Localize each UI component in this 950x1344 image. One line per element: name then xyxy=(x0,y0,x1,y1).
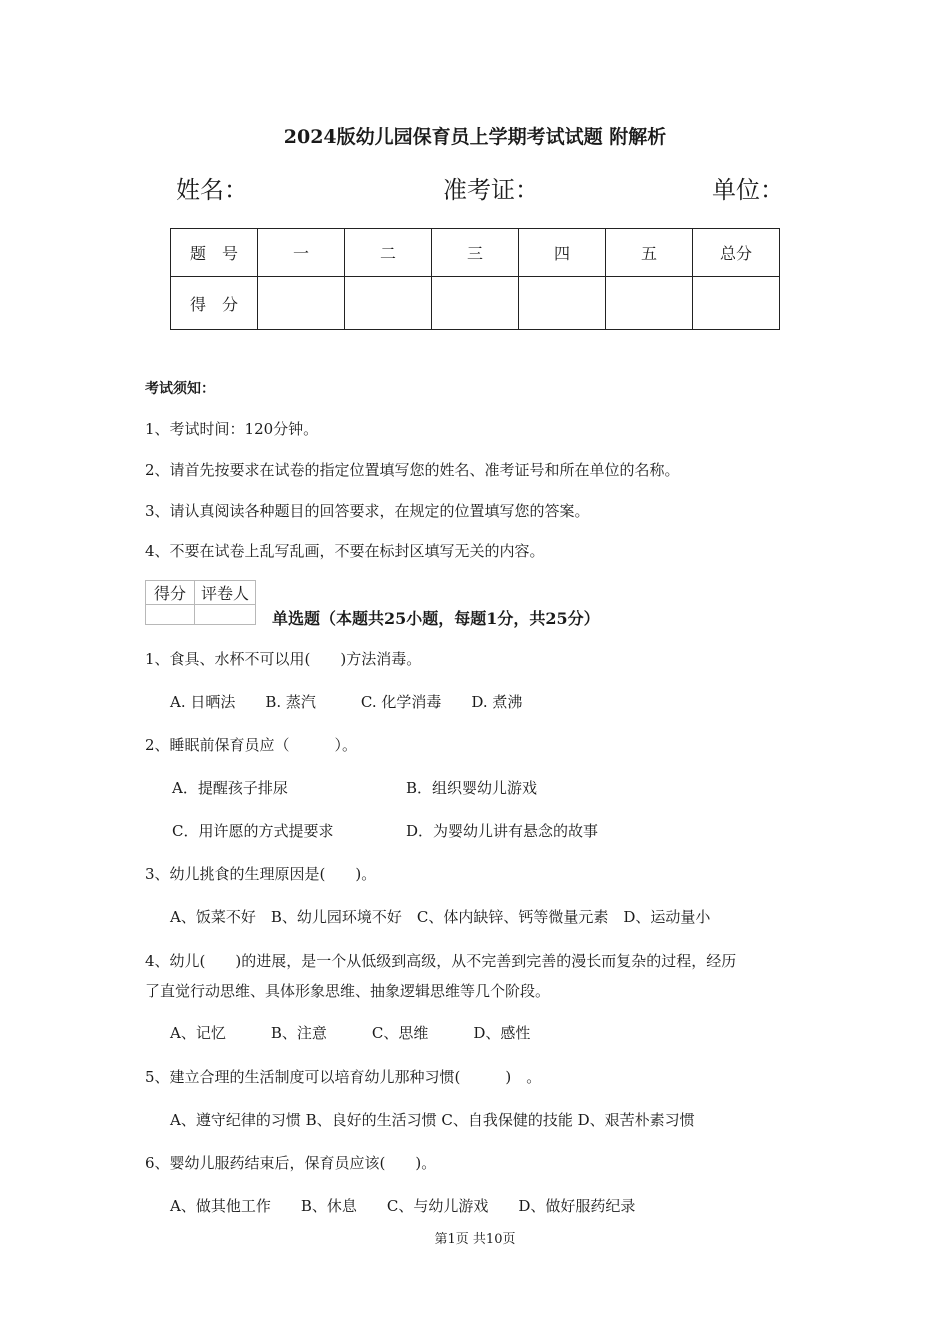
score-input-cell[interactable] xyxy=(693,277,780,330)
score-cell: 一 xyxy=(258,229,345,277)
page-title: 2024版幼儿园保育员上学期考试试题 附解析 xyxy=(283,126,667,148)
score-cell: 总分 xyxy=(693,229,780,277)
option-c: C．用许愿的方式提要求 xyxy=(172,822,334,840)
question-stem: 4、幼儿( )的进展，是一个从低级到高级，从不完善到完善的漫长而复杂的过程，经历 xyxy=(145,952,737,970)
question-options: A、做其他工作 B、休息 C、与幼儿游戏 D、做好服药纪录 xyxy=(170,1197,636,1215)
question-stem: 5、建立合理的生活制度可以培育幼儿那种习惯( ) 。 xyxy=(145,1068,542,1086)
page-footer: 第1页 共10页 xyxy=(434,1232,516,1247)
ticket-label: 准考证： xyxy=(443,176,539,204)
score-input-cell[interactable] xyxy=(258,277,345,330)
score-input-cell[interactable] xyxy=(432,277,519,330)
score-table-score-row xyxy=(171,277,780,330)
question-stem: 6、婴幼儿服药结束后，保育员应该( )。 xyxy=(145,1154,437,1172)
option-a: A．提醒孩子排尿 xyxy=(172,779,288,797)
notice-item: 1、考试时间：120分钟。 xyxy=(145,420,319,438)
score-input-cell[interactable] xyxy=(345,277,432,330)
question-options: A、饭菜不好 B、幼儿园环境不好 C、体内缺锌、钙等微量元素 D、运动量小 xyxy=(170,908,711,926)
grader-score-label: 得分 xyxy=(146,581,195,605)
score-table xyxy=(170,228,780,330)
score-cell: 四 xyxy=(519,229,606,277)
score-row-label: 得 分 xyxy=(171,277,258,330)
notice-item: 4、不要在试卷上乱写乱画，不要在标封区填写无关的内容。 xyxy=(145,542,545,560)
grader-name-cell[interactable] xyxy=(195,605,256,625)
notice-title: 考试须知： xyxy=(145,381,215,397)
score-cell: 二 xyxy=(345,229,432,277)
question-options: A、记忆 B、注意 C、思维 D、感性 xyxy=(170,1024,531,1042)
score-cell: 题 号 xyxy=(171,229,258,277)
grader-score-cell[interactable] xyxy=(146,605,195,625)
notice-item: 2、请首先按要求在试卷的指定位置填写您的姓名、准考证号和所在单位的名称。 xyxy=(145,461,680,479)
question-options: A、遵守纪律的习惯 B、良好的生活习惯 C、自我保健的技能 D、艰苦朴素习惯 xyxy=(170,1111,695,1129)
section-title: 单选题（本题共25小题，每题1分，共25分） xyxy=(272,609,600,628)
score-cell: 五 xyxy=(606,229,693,277)
score-input-cell[interactable] xyxy=(606,277,693,330)
score-cell: 三 xyxy=(432,229,519,277)
score-table-header-row xyxy=(171,229,780,277)
question-options: A. 日晒法 B. 蒸汽 C. 化学消毒 D. 煮沸 xyxy=(170,693,523,711)
score-input-cell[interactable] xyxy=(519,277,606,330)
option-d: D．为婴幼儿讲有悬念的故事 xyxy=(406,822,599,840)
unit-label: 单位： xyxy=(712,176,784,204)
grader-name-label: 评卷人 xyxy=(195,581,256,605)
notice-item: 3、请认真阅读各种题目的回答要求，在规定的位置填写您的答案。 xyxy=(145,502,590,520)
name-label: 姓名： xyxy=(176,176,248,204)
question-stem-continued: 了直觉行动思维、具体形象思维、抽象逻辑思维等几个阶段。 xyxy=(145,982,551,1000)
question-stem: 3、幼儿挑食的生理原因是( )。 xyxy=(145,865,377,883)
question-stem: 1、食具、水杯不可以用( )方法消毒。 xyxy=(145,650,422,668)
question-stem: 2、睡眠前保育员应（ ）。 xyxy=(145,736,358,754)
grader-table xyxy=(145,580,256,625)
option-b: B．组织婴幼儿游戏 xyxy=(406,779,538,797)
